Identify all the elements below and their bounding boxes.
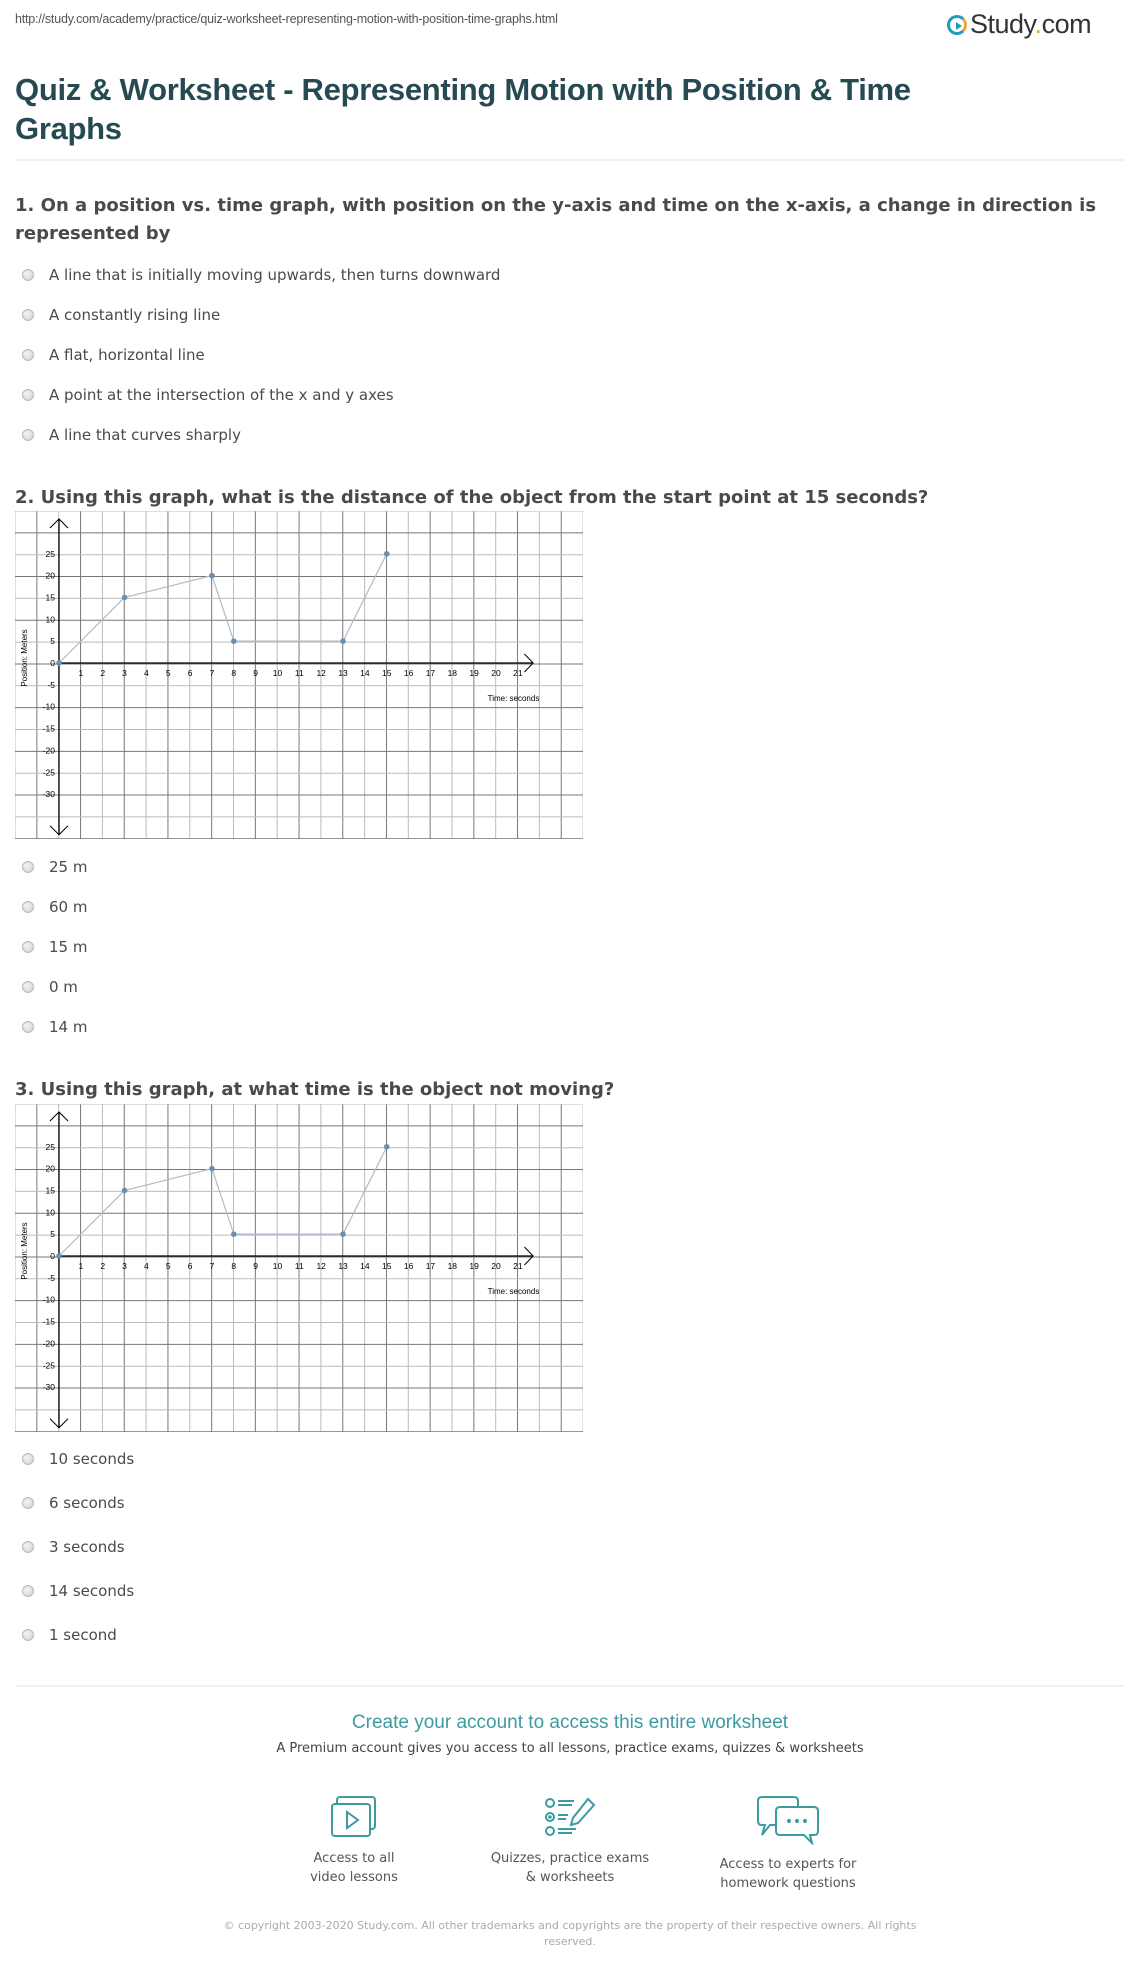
svg-text:-20: -20 [42, 1338, 55, 1349]
svg-text:16: 16 [403, 668, 414, 678]
play-circle-logo-icon [947, 15, 967, 35]
q2-option-3[interactable]: 15 m [22, 936, 87, 958]
svg-text:18: 18 [447, 668, 458, 678]
radio-button[interactable] [22, 349, 34, 361]
svg-text:Time: seconds: Time: seconds [487, 694, 540, 703]
svg-text:1: 1 [78, 668, 84, 678]
svg-text:-10: -10 [42, 1294, 55, 1305]
svg-text:17: 17 [425, 1261, 436, 1271]
svg-text:19: 19 [469, 668, 479, 678]
radio-button[interactable] [22, 1497, 34, 1509]
svg-text:6: 6 [187, 1261, 193, 1271]
q3-option-2[interactable]: 6 seconds [22, 1492, 125, 1514]
svg-text:17: 17 [425, 668, 436, 678]
svg-text:11: 11 [294, 1261, 304, 1271]
video-lessons-icon [329, 1795, 379, 1839]
chat-bubbles-icon [756, 1795, 820, 1845]
q3-option-3[interactable]: 3 seconds [22, 1536, 125, 1558]
svg-text:7: 7 [209, 668, 215, 678]
q3-option-1[interactable]: 10 seconds [22, 1448, 134, 1470]
svg-text:10: 10 [45, 1207, 55, 1218]
svg-text:18: 18 [447, 1261, 458, 1271]
svg-text:20: 20 [45, 1163, 55, 1174]
cta-title[interactable]: Create your account to access this entire worksheet [351, 1712, 789, 1733]
svg-text:10: 10 [272, 1261, 283, 1271]
svg-text:14: 14 [360, 1261, 370, 1271]
svg-text:4: 4 [144, 1261, 149, 1271]
svg-text:2: 2 [100, 1261, 106, 1271]
svg-text:0: 0 [50, 1251, 55, 1261]
svg-text:20: 20 [45, 570, 55, 581]
svg-text:5: 5 [50, 636, 55, 647]
svg-text:5: 5 [165, 668, 171, 678]
radio-button[interactable] [22, 941, 34, 953]
svg-text:11: 11 [294, 668, 304, 678]
radio-button[interactable] [22, 389, 34, 401]
svg-text:12: 12 [316, 668, 326, 678]
page-url: http://study.com/academy/practice/quiz-worksheet-representing-motion-with-position-time-graphs.html [15, 12, 558, 26]
svg-text:-5: -5 [47, 1272, 55, 1283]
feature-experts: Access to experts for homework questions [688, 1795, 888, 1893]
svg-text:8: 8 [231, 668, 237, 678]
radio-button[interactable] [22, 981, 34, 993]
divider [15, 1685, 1125, 1687]
svg-text:1: 1 [78, 1261, 84, 1271]
svg-text:-30: -30 [42, 789, 55, 800]
radio-button[interactable] [22, 309, 34, 321]
svg-text:10: 10 [45, 614, 55, 625]
svg-text:-15: -15 [42, 723, 55, 734]
svg-text:7: 7 [209, 1261, 215, 1271]
page-title: Quiz & Worksheet - Representing Motion with Position & Time Graphs [15, 72, 911, 146]
q1-option-1[interactable]: A line that is initially moving upwards, then turns downward [22, 264, 500, 286]
svg-text:5: 5 [50, 1229, 55, 1240]
q1-option-2[interactable]: A constantly rising line [22, 304, 220, 326]
svg-text:2: 2 [100, 668, 106, 678]
svg-text:6: 6 [187, 668, 193, 678]
svg-text:Time: seconds: Time: seconds [487, 1287, 540, 1296]
svg-text:-30: -30 [42, 1382, 55, 1393]
svg-text:10: 10 [272, 668, 283, 678]
question-3: 3. Using this graph, at what time is the object not moving? [15, 1079, 615, 1100]
radio-button[interactable] [22, 1629, 34, 1641]
svg-text:20: 20 [491, 1261, 501, 1271]
svg-text:13: 13 [338, 1261, 348, 1271]
svg-text:15: 15 [382, 668, 392, 678]
radio-button[interactable] [22, 1585, 34, 1597]
q1-option-3[interactable]: A flat, horizontal line [22, 344, 205, 366]
study-logo[interactable] [947, 9, 1091, 40]
svg-text:14: 14 [360, 668, 370, 678]
svg-text:25: 25 [45, 1141, 55, 1152]
q2-option-5[interactable]: 14 m [22, 1016, 87, 1038]
radio-button[interactable] [22, 429, 34, 441]
q1-option-4[interactable]: A point at the intersection of the x and y axes [22, 384, 394, 406]
position-time-graph-q2 [15, 511, 583, 839]
copyright: © copyright 2003-2020 Study.com. All other trademarks and copyrights are the property of their respective owners. All rights reserved. [223, 1919, 917, 1948]
question-1: 1. On a position vs. time graph, with position on the y-axis and time on the x-axis, a change in direction is represented by [15, 195, 1097, 244]
svg-text:4: 4 [144, 668, 149, 678]
radio-button[interactable] [22, 1541, 34, 1553]
svg-text:15: 15 [45, 592, 55, 603]
cta-subtitle: A Premium account gives you access to all lessons, practice exams, quizzes & worksheets [276, 1741, 864, 1756]
svg-text:19: 19 [469, 1261, 479, 1271]
radio-button[interactable] [22, 269, 34, 281]
svg-text:21: 21 [513, 1261, 523, 1271]
svg-text:20: 20 [491, 668, 501, 678]
q3-option-4[interactable]: 14 seconds [22, 1580, 134, 1602]
divider [15, 159, 1125, 161]
logo-text: Study.com [970, 9, 1092, 39]
feature-video-lessons: Access to all video lessons [254, 1795, 454, 1887]
svg-text:9: 9 [253, 668, 259, 678]
svg-text:9: 9 [253, 1261, 259, 1271]
svg-text:5: 5 [165, 1261, 171, 1271]
feature-quizzes: Quizzes, practice exams & worksheets [470, 1795, 670, 1887]
svg-text:-5: -5 [47, 679, 55, 690]
q2-option-4[interactable]: 0 m [22, 976, 78, 998]
svg-text:15: 15 [382, 1261, 392, 1271]
svg-text:13: 13 [338, 668, 348, 678]
svg-text:Position: Meters: Position: Meters [20, 629, 29, 687]
question-2: 2. Using this graph, what is the distance of the object from the start point at 15 seconds? [15, 487, 929, 508]
svg-text:-10: -10 [42, 701, 55, 712]
svg-text:-20: -20 [42, 745, 55, 756]
svg-text:-25: -25 [42, 1360, 55, 1371]
q2-option-1[interactable]: 25 m [22, 856, 87, 878]
svg-text:12: 12 [316, 1261, 326, 1271]
svg-text:3: 3 [122, 1261, 127, 1271]
svg-text:16: 16 [403, 1261, 414, 1271]
svg-text:15: 15 [45, 1185, 55, 1196]
radio-button[interactable] [22, 861, 34, 873]
radio-button[interactable] [22, 901, 34, 913]
svg-text:Position: Meters: Position: Meters [20, 1222, 29, 1280]
position-time-graph-q3 [15, 1104, 583, 1432]
radio-button[interactable] [22, 1453, 34, 1465]
quiz-checklist-icon [542, 1795, 598, 1839]
svg-text:25: 25 [45, 548, 55, 559]
q1-option-5[interactable]: A line that curves sharply [22, 424, 241, 446]
svg-text:8: 8 [231, 1261, 237, 1271]
svg-text:3: 3 [122, 668, 127, 678]
svg-text:-15: -15 [42, 1316, 55, 1327]
svg-text:21: 21 [513, 668, 523, 678]
q3-option-5[interactable]: 1 second [22, 1624, 117, 1646]
radio-button[interactable] [22, 1021, 34, 1033]
svg-text:0: 0 [50, 658, 55, 668]
svg-text:-25: -25 [42, 767, 55, 778]
q2-option-2[interactable]: 60 m [22, 896, 87, 918]
